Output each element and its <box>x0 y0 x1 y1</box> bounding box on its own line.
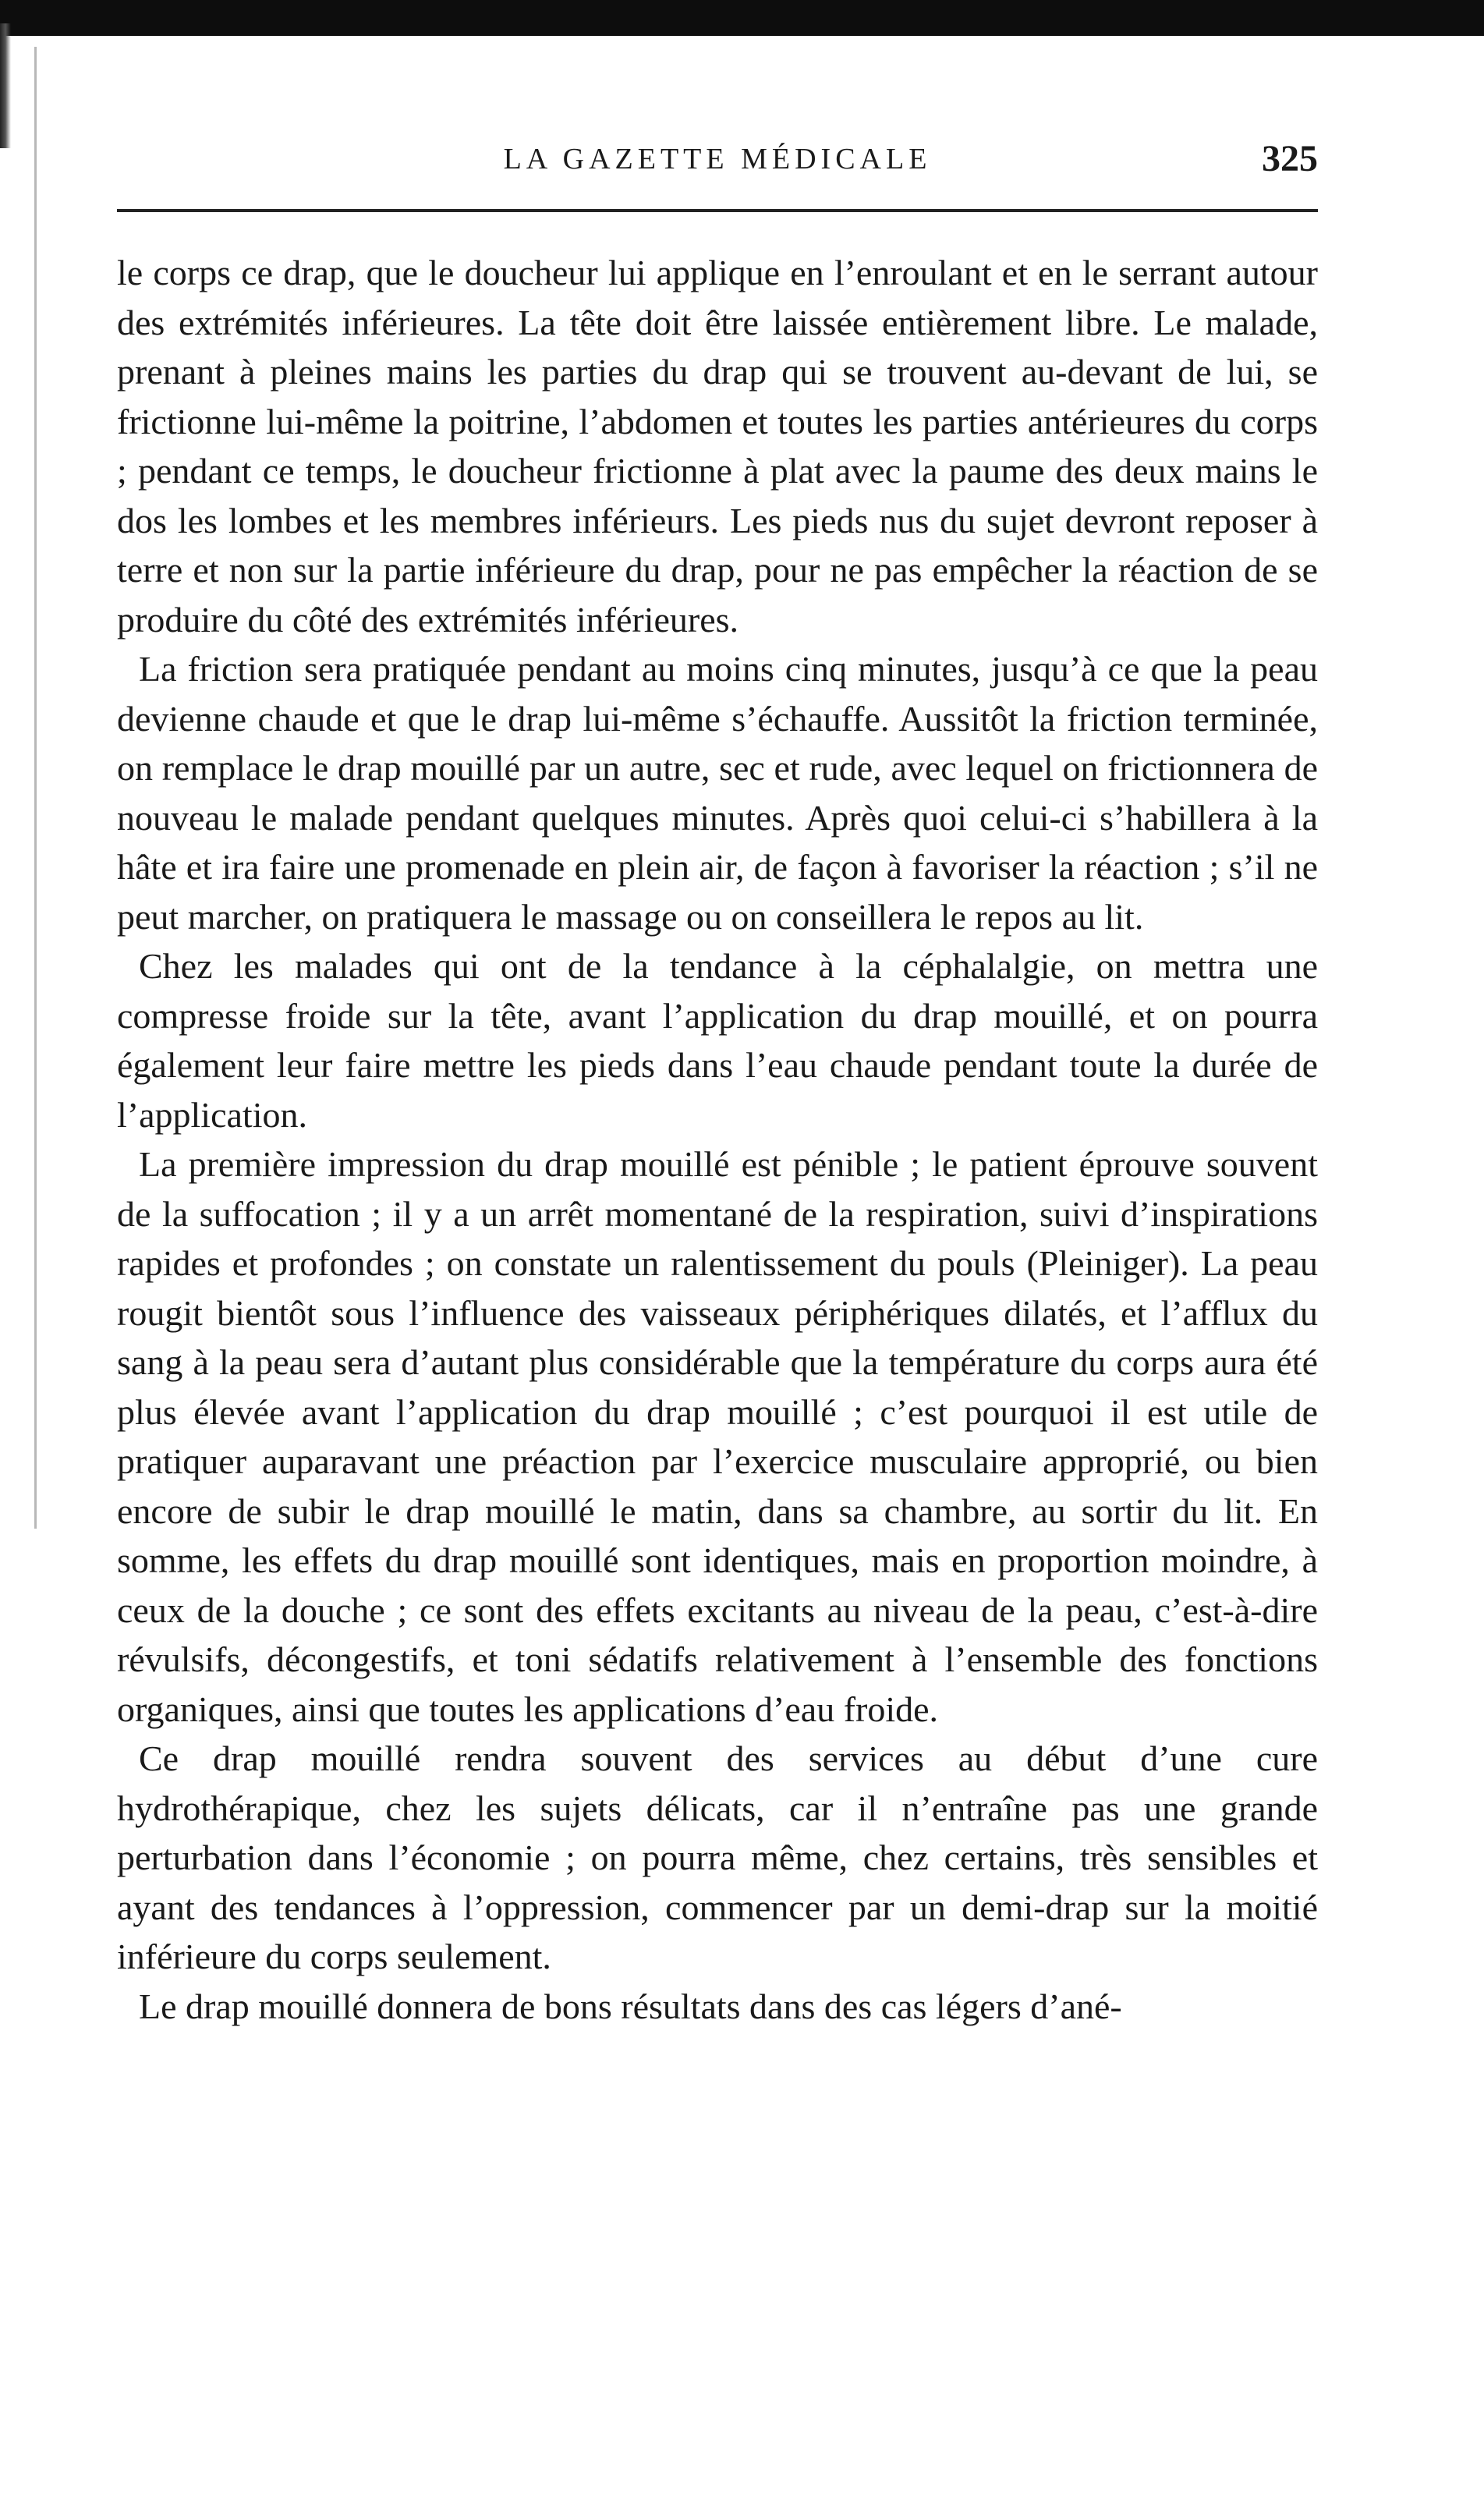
scan-gutter-line <box>34 47 37 1529</box>
running-title: LA GAZETTE MÉDICALE <box>503 143 932 175</box>
paragraph-4: La première impression du drap mouillé est pénible ; le patient éprouve souvent de la suffocation ; il y a un arrêt momentané de la respiration, suivi d’inspirations rapides et profondes ; on constate un ralentissement du pouls (Pleiniger). La peau rougit bientôt sous l’influence des vaisseaux périphériques dilatés, et l’afflux du sang à la peau sera d’autant plus considérable que la température du corps aura été plus élevée avant l’application du drap mouillé ; c’est pourquoi il est utile de pratiquer auparavant une préaction par l’exercice musculaire approprié, ou bien encore de subir le drap mouillé le matin, dans sa chambre, au sortir du lit. En somme, les effets du drap mouillé sont identiques, mais en proportion moindre, à ceux de la douche ; ce sont des effets excitants au niveau de la peau, c’est-à-dire révulsifs, décongestifs, et toni sédatifs relativement à l’ensemble des fonctions organiques, ainsi que toutes les applications d’eau froide. <box>117 1144 1318 1729</box>
paragraph-2: La friction sera pratiquée pendant au moins cinq minutes, jusqu’à ce que la peau devienne chaude et que le drap lui-même s’échauffe. Aussitôt la friction terminée, on remplace le drap mouillé par un autre, sec et rude, avec lequel on frictionnera de nouveau le malade pendant quelques minutes. Après quoi celui-ci s’habillera à la hâte et ira faire une promenade en plein air, de façon à favoriser la réaction ; s’il ne peut marcher, on pratiquera le massage ou on conseillera le repos au lit. <box>117 649 1318 937</box>
paragraph-5: Ce drap mouillé rendra souvent des services au début d’une cure hydrothérapique, chez les sujets délicats, car il n’entraîne pas une grande perturbation dans l’économie ; on pourra même, chez certains, très sensibles et ayant des tendances à l’oppression, commencer par un demi-drap sur la moitié inférieure du corps seulement. <box>117 1738 1318 1976</box>
header-rule <box>117 209 1318 212</box>
scan-top-border <box>0 0 1484 36</box>
running-head <box>117 117 1318 195</box>
body-text <box>117 248 1318 2031</box>
paragraph-1: le corps ce drap, que le doucheur lui applique en l’enroulant et en le serrant autour des extrémités inférieures. La tête doit être laissée entièrement libre. Le malade, prenant à pleines mains les parties du drap qui se trouvent au-devant de lui, se frictionne lui-même la poitrine, l’abdomen et toutes les parties antérieures du corps ; pendant ce temps, le doucheur frictionne à plat avec la paume des deux mains le dos les lombes et les membres inférieurs. Les pieds nus du sujet devront reposer à terre et non sur la partie inférieure du drap, pour ne pas empêcher la réaction de se produire du côté des extrémités inférieures. <box>117 253 1318 640</box>
paragraph-3: Chez les malades qui ont de la tendance à la céphalalgie, on mettra une compresse froide sur la tête, avant l’application du drap mouillé, et on pourra également leur faire mettre les pieds dans l’eau chaude pendant toute la durée de l’application. <box>117 946 1318 1135</box>
page-number: 325 <box>1262 138 1318 179</box>
page <box>117 117 1318 2031</box>
scan-left-shadow <box>0 23 11 148</box>
paragraph-6: Le drap mouillé donnera de bons résultats dans des cas légers d’ané- <box>139 1986 1122 2026</box>
